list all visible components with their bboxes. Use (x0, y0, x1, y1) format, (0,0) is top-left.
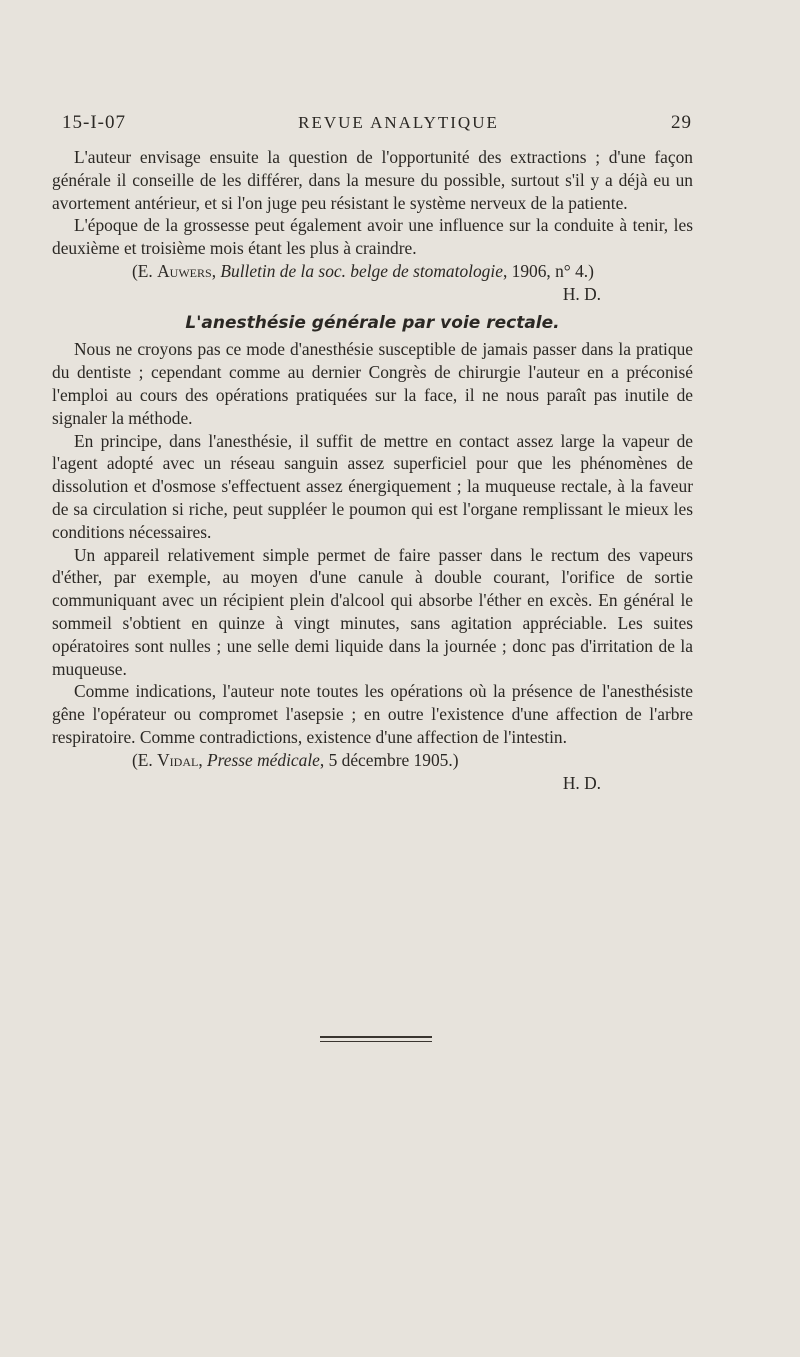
paragraph: L'auteur envisage ensuite la question de l'opportunité des extractions ; d'une façon générale il conseille de les différer, dans la mesure du possible, surtout s'il y a déjà eu un avortement antérieur, et si l'on juge peu résistant le système nerveux de la patiente. (52, 147, 693, 213)
article-body (52, 146, 693, 794)
section-title: L'anesthésie générale par voie rectale. (185, 312, 560, 333)
running-header (62, 112, 692, 134)
citation-author: Vidal (157, 749, 199, 770)
citation (52, 260, 693, 283)
citation-details: , 1906, n° 4.) (502, 260, 594, 281)
paragraph: L'époque de la grossesse peut également avoir une influence sur la conduite à tenir, les deuxième et troisième mois étant les plus à craindre. (52, 215, 693, 259)
paragraph: Nous ne croyons pas ce mode d'anesthésie susceptible de jamais passer dans la pratique du dentiste ; cependant comme au dernier Congrès de chirurgie l'auteur en a préconisé l'emploi au cours des opérations pratiquées sur la face, il ne nous paraît pas inutile de signaler la méthode. (52, 339, 693, 428)
citation-journal: Bulletin de la soc. belge de stomatologie (220, 260, 503, 281)
end-rule (320, 1036, 432, 1038)
citation-sep: , (198, 749, 208, 770)
citation-journal: Presse médicale (207, 749, 320, 770)
signature: H. D. (562, 283, 601, 304)
paragraph: En principe, dans l'anesthésie, il suffit de mettre en contact assez large la vapeur de l'agent adopté avec un réseau sanguin assez superficiel pour que les phénomènes de dissolution et d'osmose s'effectuent assez énergiquement ; la muqueuse rectale, à la faveur de sa circulation si riche, peut suppléer le poumon qui est l'organe remplissant le mieux les conditions nécessaires. (52, 430, 693, 542)
citation-author: Auwers (157, 260, 212, 281)
issue-date: 15-I-07 (62, 112, 126, 133)
citation (52, 749, 693, 772)
journal-title: REVUE ANALYTIQUE (298, 113, 499, 132)
signature: H. D. (562, 772, 601, 793)
citation-open: (E. (132, 260, 158, 281)
paragraph: Comme indications, l'auteur note toutes les opérations où la présence de l'anesthésiste gêne l'opérateur ou compromet l'asepsie ; en outre l'existence d'une affection de l'arbre respiratoire. Comme contradictions, existence d'une affection de l'intestin. (52, 681, 693, 747)
citation-details: , 5 décembre 1905.) (319, 749, 459, 770)
citation-sep: , (211, 260, 221, 281)
paragraph: Un appareil relativement simple permet de faire passer dans le rectum des vapeurs d'éther, par exemple, au moyen d'une canule à double courant, l'orifice de sortie communiquant avec un récipient plein d'alcool qui absorbe l'éther en excès. En général le sommeil s'obtient en quinze à vingt minutes, sans agitation appréciable. Les suites opératoires sont nulles ; une selle demi liquide dans la journée ; donc pas d'irritation de la muqueuse. (52, 544, 693, 679)
page-number: 29 (670, 112, 692, 133)
citation-open: (E. (132, 749, 158, 770)
